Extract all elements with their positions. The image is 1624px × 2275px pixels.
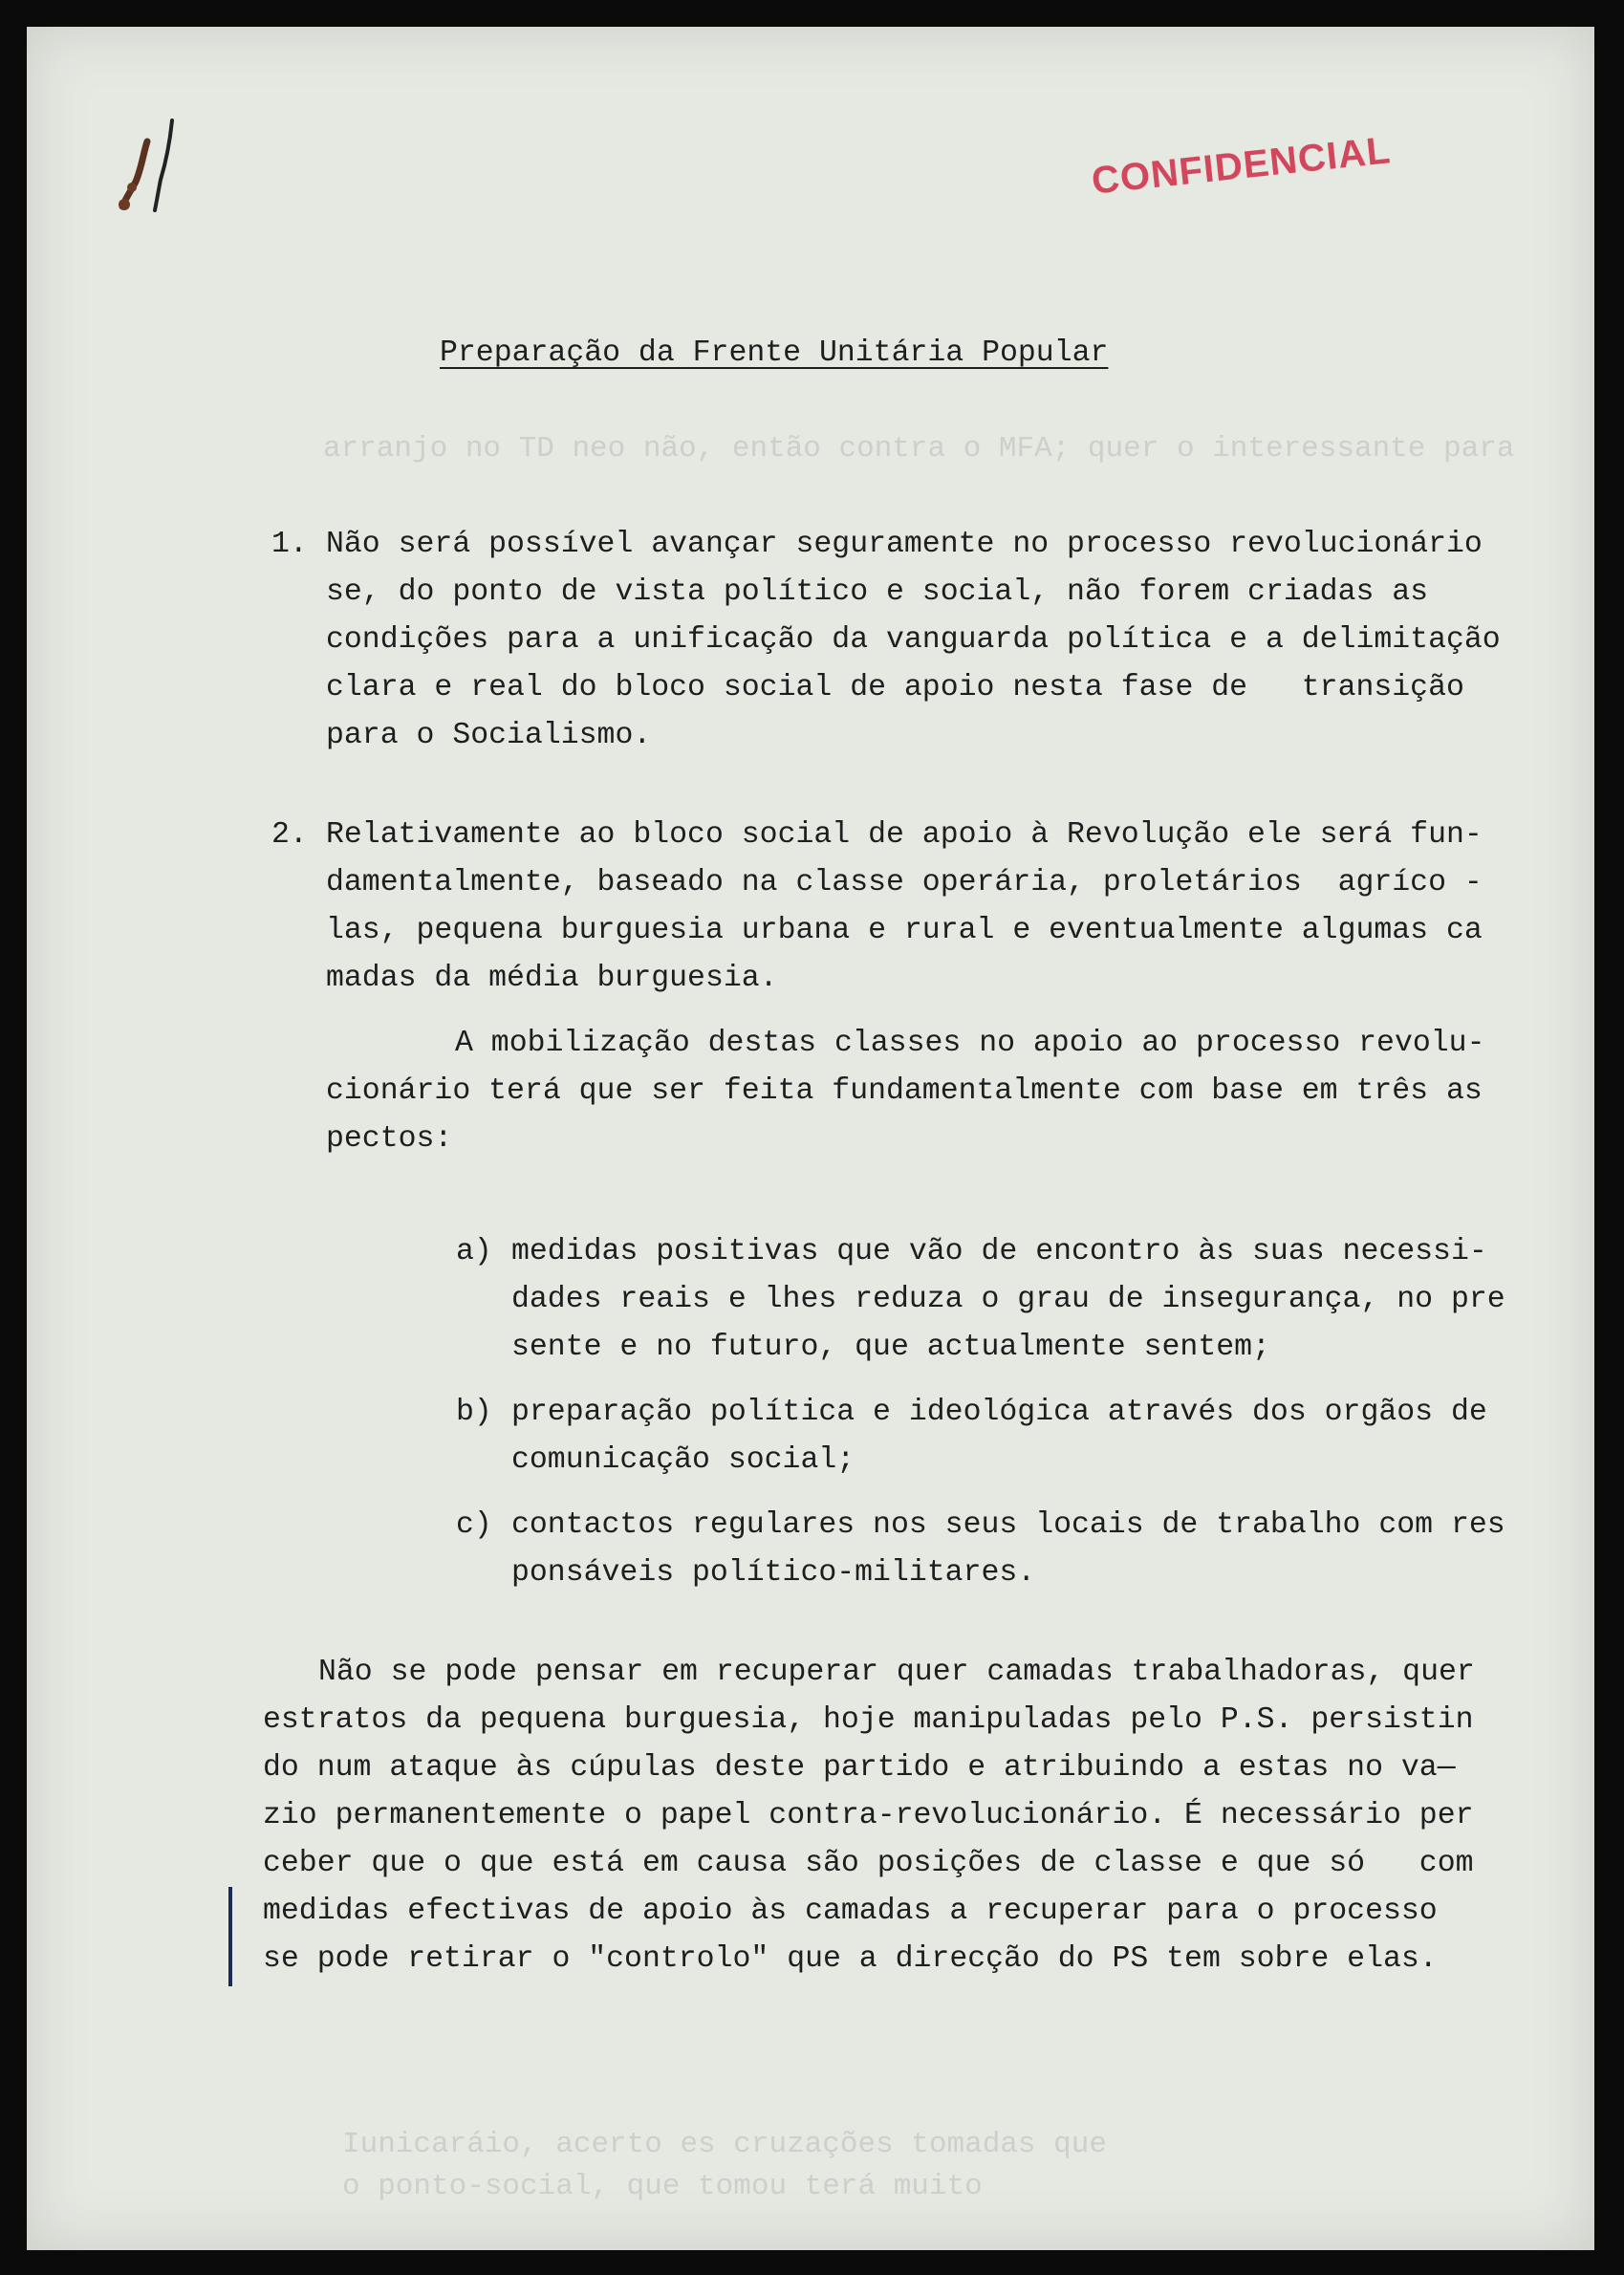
- closing-line: Não se pode pensar em recuperar quer camadas trabalhadoras, quer: [318, 1656, 1475, 1689]
- margin-annotation-bar: [228, 1887, 232, 1986]
- closing-line: do num ataque às cúpulas deste partido e atribuindo a estas no va—: [263, 1751, 1456, 1785]
- closing-line: se pode retirar o "controlo" que a direcção do PS tem sobre elas.: [263, 1942, 1438, 1976]
- item-a-line: medidas positivas que vão de encontro às suas necessi-: [511, 1235, 1487, 1268]
- show-through-text: Iunicaráio, acerto es cruzações tomadas que: [342, 2128, 1107, 2161]
- section-1-line: para o Socialismo.: [326, 719, 652, 752]
- item-a-letter: a): [456, 1235, 492, 1268]
- section-2-number: 2.: [271, 818, 308, 852]
- handwritten-slash-marks: [94, 94, 227, 237]
- page-title: Preparação da Frente Unitária Popular: [440, 336, 1109, 370]
- mobilization-line: A mobilização destas classes no apoio ao processo revolu-: [455, 1027, 1485, 1060]
- item-b-line: preparação política e ideológica através dos orgãos de: [511, 1396, 1487, 1429]
- closing-line: medidas efectivas de apoio às camadas a recuperar para o processo: [263, 1895, 1438, 1928]
- closing-line: ceber que o que está em causa são posições de classe e que só com: [263, 1847, 1474, 1880]
- item-a-line: sente e no futuro, que actualmente sentem;: [511, 1331, 1270, 1364]
- confidential-stamp: CONFIDENCIAL: [1090, 129, 1394, 203]
- item-b-line: comunicação social;: [511, 1443, 855, 1477]
- item-a-line: dades reais e lhes reduza o grau de insegurança, no pre: [511, 1283, 1505, 1316]
- section-2-line: las, pequena burguesia urbana e rural e eventualmente algumas ca: [326, 914, 1483, 947]
- section-1-line: se, do ponto de vista político e social, não forem criadas as: [326, 575, 1429, 609]
- section-2-line: Relativamente ao bloco social de apoio à Revolução ele será fun-: [326, 818, 1483, 852]
- mobilization-line: pectos:: [326, 1122, 453, 1156]
- item-c-line: ponsáveis político-militares.: [511, 1556, 1036, 1590]
- item-b-letter: b): [456, 1396, 492, 1429]
- section-2-line: madas da média burguesia.: [326, 962, 778, 995]
- show-through-text: o ponto-social, que tomou terá muito: [342, 2170, 983, 2203]
- show-through-text: arranjo no TD neo não, então contra o MFA; quer o interessante para: [323, 432, 1515, 466]
- item-c-line: contactos regulares nos seus locais de trabalho com res: [511, 1508, 1505, 1542]
- section-1-line: condições para a unificação da vanguarda política e a delimitação: [326, 623, 1501, 657]
- mobilization-line: cionário terá que ser feita fundamentalmente com base em três as: [326, 1074, 1483, 1108]
- closing-line: zio permanentemente o papel contra-revolucionário. É necessário per: [263, 1799, 1474, 1832]
- document-page: [27, 27, 1594, 2250]
- closing-line: estratos da pequena burguesia, hoje manipuladas pelo P.S. persistin: [263, 1703, 1474, 1737]
- section-2-line: damentalmente, baseado na classe operária, proletários agríco -: [326, 866, 1483, 899]
- item-c-letter: c): [456, 1508, 492, 1542]
- section-1-number: 1.: [271, 528, 308, 561]
- section-1-line: Não será possível avançar seguramente no processo revolucionário: [326, 528, 1483, 561]
- section-1-line: clara e real do bloco social de apoio nesta fase de transição: [326, 671, 1464, 704]
